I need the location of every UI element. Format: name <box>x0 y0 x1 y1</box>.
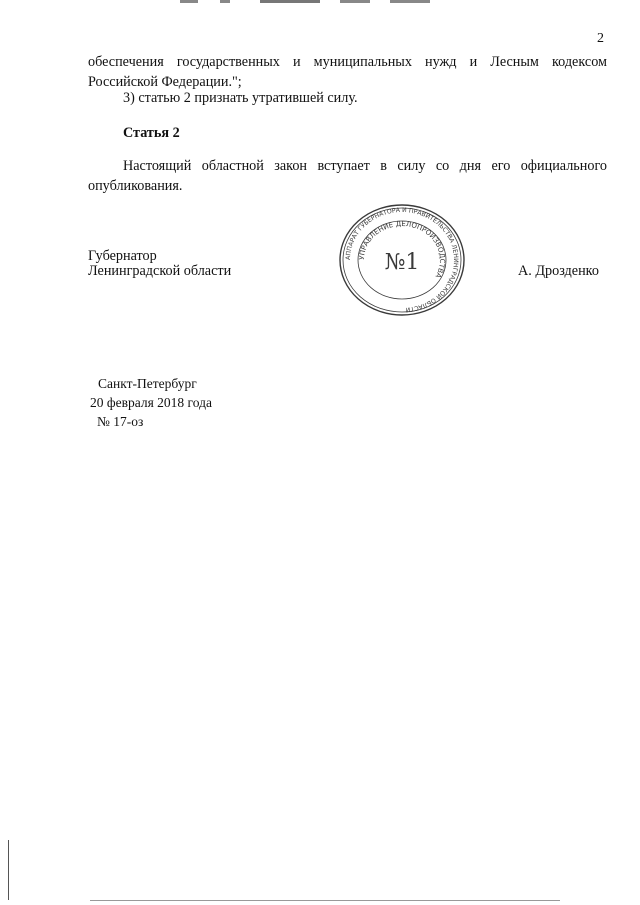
official-stamp <box>336 203 468 318</box>
article-title: Статья 2 <box>123 125 180 141</box>
stamp-ring-text: АППАРАТ ГУБЕРНАТОРА И ПРАВИТЕЛЬСТВА ЛЕНИНГРАДСКОЙ ОБЛАСТИ <box>344 206 460 313</box>
signing-place: Санкт-Петербург <box>98 376 197 391</box>
law-number: № 17-оз <box>97 414 144 429</box>
scan-edge-left <box>8 840 9 900</box>
signatory-region: Ленинградской области <box>88 263 232 279</box>
signatory-title: Губернатор <box>88 248 157 264</box>
stamp-inner-text: УПРАВЛЕНИЕ ДЕЛОПРОИЗВОДСТВА <box>357 219 447 280</box>
signatory-name: А. Дрозденко <box>518 263 599 279</box>
signing-date: 20 февраля 2018 года <box>90 395 212 410</box>
scan-artifact <box>180 0 440 4</box>
page-number: 2 <box>597 31 604 46</box>
list-item-3: 3) статью 2 признать утратившей силу. <box>123 90 358 106</box>
scan-edge-bottom <box>90 900 560 901</box>
continuation-paragraph: обеспечения государственных и муниципальных нужд и Лесным кодексом Российской Федерации."; <box>88 54 607 90</box>
article-paragraph: Настоящий областной закон вступает в силу со дня его официального опубликования. <box>88 158 607 194</box>
stamp-center-text: №1 <box>384 250 420 275</box>
